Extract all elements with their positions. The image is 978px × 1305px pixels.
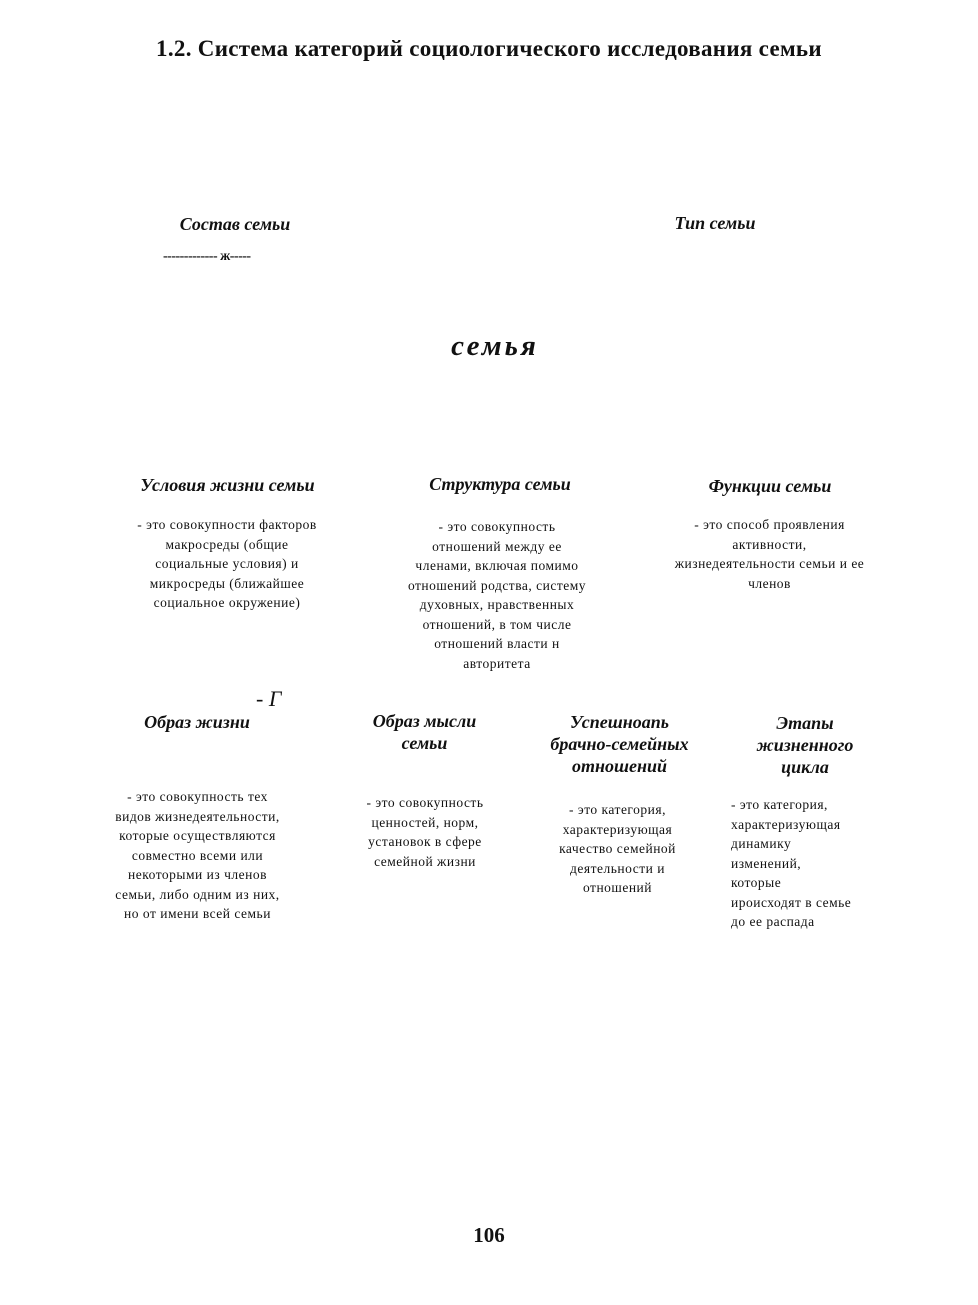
life-cycle-stages-description: - это категория, характеризующая динамику изменений, которые ироисходят в семье до ее распада — [731, 797, 852, 929]
family-functions-description: - это способ проявления активности, жизнедеятельности семьи и ее членов — [674, 517, 865, 591]
way-of-life-heading: Образ жизни — [144, 712, 250, 732]
page-number: 106 — [473, 1223, 505, 1247]
living-conditions-heading: Условия жизни семьи — [140, 475, 315, 495]
way-of-life-description: - это совокупность тех видов жизнедеятельности, которые осуществляются совместно всеми или некоторыми из членов семьи, либо одним из них, но от имени всей семьи — [115, 789, 280, 921]
way-of-thinking-description: - это совокупность ценностей, норм, установок в сфере семейной жизни — [366, 795, 484, 869]
way-of-thinking-heading: Образ мысли семьи — [372, 711, 477, 753]
living-conditions-description: - это совокупности факторов макросреды (общие социальные условия) и микросреды (ближайшее социальное окружение) — [137, 517, 317, 610]
section-title: 1.2. Система категорий социологического исследования семьи — [156, 36, 822, 61]
family-functions-heading: Функции семьи — [708, 476, 832, 496]
family-composition-heading: Состав семьи — [179, 214, 291, 234]
family-structure-description: - это совокупность отношений между ее членами, включая помимо отношений родства, систему духовных, нравственных отношений, в том числе отношений власти н авторитета — [407, 519, 587, 671]
life-cycle-stages-heading: Этапы жизненного цикла — [756, 713, 854, 777]
family-structure-heading: Структура семьи — [429, 474, 571, 494]
family-composition-underline: ------------- ж----- — [163, 249, 251, 264]
center-word-family: семья — [451, 330, 539, 362]
stray-mark: - Г — [256, 686, 282, 711]
family-type-heading: Тип семьи — [674, 213, 756, 233]
marital-success-description: - это категория, характеризующая качество семейной деятельности и отношений — [559, 802, 676, 895]
marital-success-heading: Успешноапь брачно-семейных отношений — [550, 712, 689, 776]
